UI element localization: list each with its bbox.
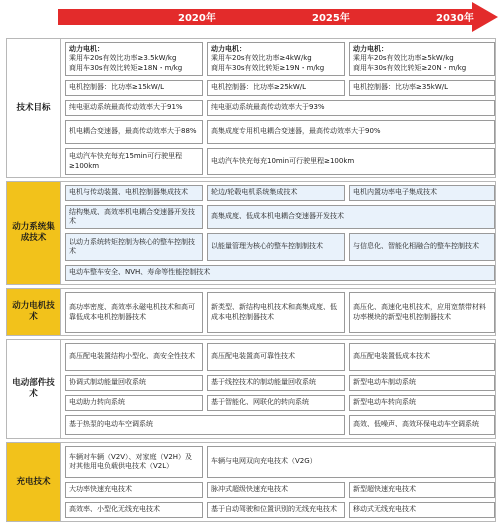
motor-goal-2025: 动力电机： 乘用车20s有效比功率≥4kW/kg 商用车30s有效比转矩≥19N・m/kg (207, 42, 345, 76)
section-powertrain-integration (6, 181, 496, 285)
motor-tech-2025: 新类型、新结构电机技术和高集成度、低成本电机控制器技术 (207, 292, 345, 333)
timeline-arrow (0, 0, 500, 38)
fast-charge-goal-2020: 电动汽车快充每充15min可行驶里程≥100km (65, 148, 203, 175)
coupling-goal-2025-2030: 高集成度专用机电耦合变速器，最高传动效率大于90% (207, 120, 495, 144)
components-body (65, 340, 493, 438)
section-label-charging: 充电技术 (7, 443, 61, 521)
year-2020: 2020年 (178, 13, 216, 24)
powertrain-r2-2025-2030: 高集成度、低成本机电耦合变速器开发技术 (207, 205, 495, 229)
section-components (6, 339, 496, 439)
charging-r3-2025: 基于自动驾驶和位置识别的无线充电技术 (207, 502, 345, 518)
components-r4-2030: 高效、低噪声、高效环保电动车空调系统 (349, 415, 495, 435)
controller-goal-2025: 电机控制器：比功率≥25kW/L (207, 80, 345, 96)
components-r4-2020-2025: 基于热泵的电动车空调系统 (65, 415, 345, 435)
charging-r1-2025-2030: 车辆与电网双向充电技术（V2G） (207, 446, 495, 478)
motor-tech-2030: 高压化、高速化电机技术，应用宽禁带材料功率模块的新型电机控制器技术 (349, 292, 495, 333)
charging-r2-2020: 大功率快速充电技术 (65, 482, 203, 498)
tech-goals-body (65, 39, 493, 177)
powertrain-r3-2030: 与信息化、智能化相融合的整车控制技术 (349, 233, 495, 261)
year-2025: 2025年 (312, 13, 350, 24)
powertrain-r1-2025: 轮边/轮毂电机系统集成技术 (207, 185, 345, 201)
pure-electric-goal-2020: 纯电驱动系统最高传动效率大于91% (65, 100, 203, 116)
components-r2-2030: 新型电动车制动系统 (349, 375, 495, 391)
year-2030: 2030年 (436, 13, 474, 24)
components-r1-2030: 高压配电装置低成本技术 (349, 343, 495, 371)
section-tech-goals (6, 38, 496, 178)
section-label-powertrain: 动力系统集成技术 (7, 182, 61, 284)
components-r2-2025: 基于线控技术的制动能量回收系统 (207, 375, 345, 391)
fast-charge-goal-2025-2030: 电动汽车快充每充10min可行驶里程≥100km (207, 148, 495, 175)
motor-tech-body (65, 289, 493, 335)
powertrain-body (65, 182, 493, 284)
powertrain-r1-2030: 电机内置功率电子集成技术 (349, 185, 495, 201)
motor-tech-2020: 高功率密度、高效率永磁电机技术和高可靠低成本电机控制器技术 (65, 292, 203, 333)
controller-goal-2030: 电机控制器：比功率≥35kW/L (349, 80, 495, 96)
charging-r2-2030: 新型超快速充电技术 (349, 482, 495, 498)
powertrain-r1-2020: 电机与传动装置、电机控制器集成技术 (65, 185, 203, 201)
motor-goal-2030: 动力电机： 乘用车20s有效比功率≥5kW/kg 商用车30s有效比转矩≥20N・m/kg (349, 42, 495, 76)
components-r1-2025: 高压配电装置高可靠性技术 (207, 343, 345, 371)
powertrain-r4-all: 电动车整车安全、NVH、寿命等性能控制技术 (65, 265, 495, 281)
coupling-goal-2020: 机电耦合变速器，最高传动效率大于88% (65, 120, 203, 144)
powertrain-r3-2020: 以动力系统转矩控制为核心的整车控制技术 (65, 233, 203, 261)
charging-r3-2030: 移动式无线充电技术 (349, 502, 495, 518)
motor-goal-2020: 动力电机： 乘用车20s有效比功率≥3.5kW/kg 商用车30s有效比转矩≥18N・m/kg (65, 42, 203, 76)
charging-r3-2020: 高效率、小型化无线充电技术 (65, 502, 203, 518)
components-r1-2020: 高压配电装置结构小型化、高安全性技术 (65, 343, 203, 371)
section-label-tech-goals: 技术目标 (7, 39, 61, 177)
components-r2-2020: 协调式制动能量回收系统 (65, 375, 203, 391)
section-charging (6, 442, 496, 522)
components-r3-2020: 电动助力转向系统 (65, 395, 203, 411)
charging-r2-2025: 脉冲式超级快速充电技术 (207, 482, 345, 498)
section-motor-tech (6, 288, 496, 336)
section-label-motor-tech: 动力电机技术 (7, 289, 61, 335)
charging-body (65, 443, 493, 521)
controller-goal-2020: 电机控制器：比功率≥15kW/L (65, 80, 203, 96)
pure-electric-goal-2025-2030: 纯电驱动系统最高传动效率大于93% (207, 100, 495, 116)
timeline-arrow-shape (0, 0, 500, 38)
section-label-components: 电动部件技术 (7, 340, 61, 438)
charging-r1-2020: 车辆对车辆（V2V）、对家庭（V2H）及对其他用电负载供电技术（V2L） (65, 446, 203, 478)
powertrain-r2-2020: 结构集成、高效率机电耦合变速器开发技术 (65, 205, 203, 229)
components-r3-2025: 基于智能化、网联化的转向系统 (207, 395, 345, 411)
powertrain-r3-2025: 以能量管理为核心的整车控制制技术 (207, 233, 345, 261)
components-r3-2030: 新型电动车转向系统 (349, 395, 495, 411)
